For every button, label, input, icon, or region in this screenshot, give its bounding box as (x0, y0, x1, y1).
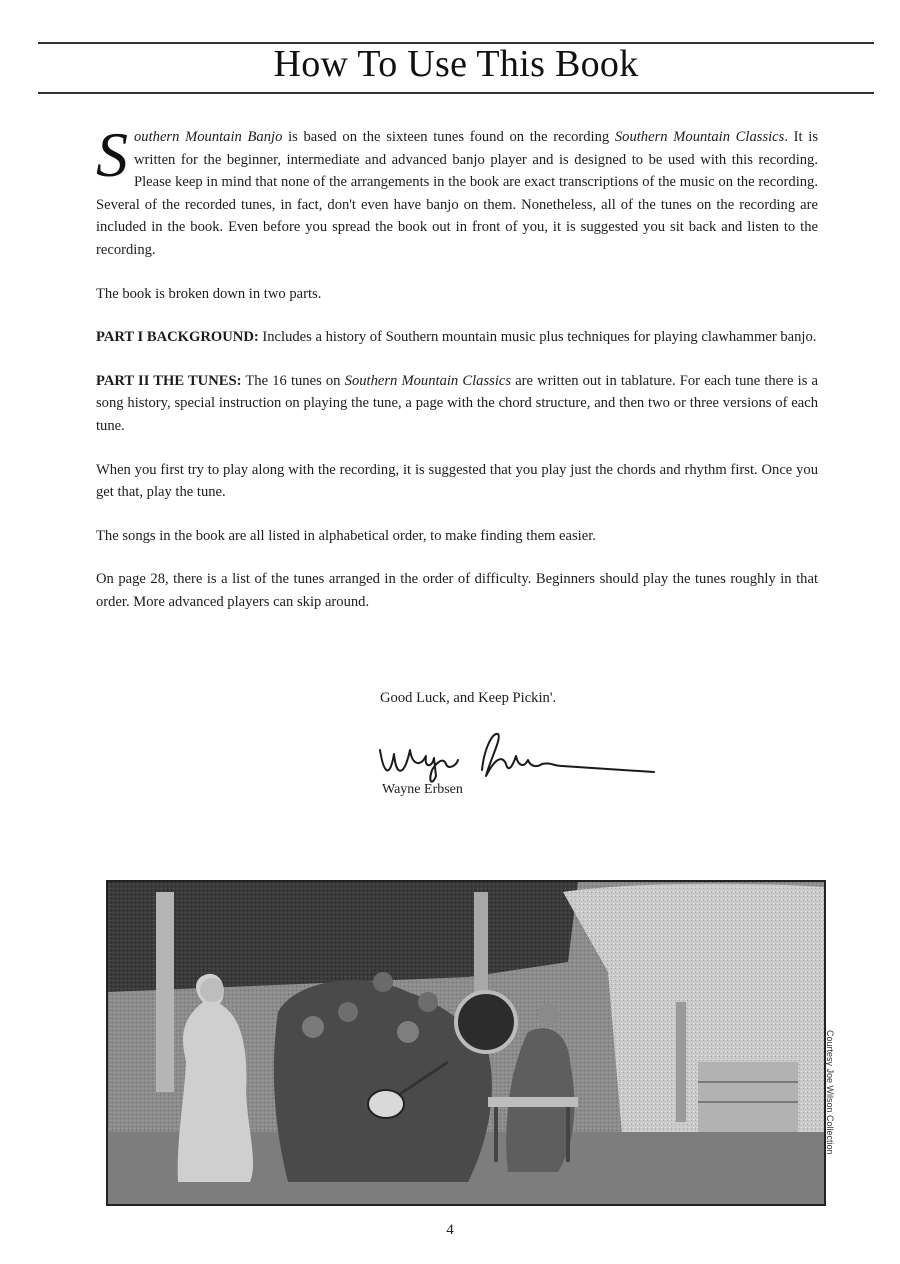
musician-head-2 (338, 1002, 358, 1022)
photo-illustration (108, 882, 824, 1204)
difficulty-paragraph: On page 28, there is a list of the tunes arranged in the order of difficulty. Beginners should play the tunes roughly in that order. More advanced players can skip around. (96, 571, 818, 610)
musician-head-1 (302, 1016, 324, 1038)
page-number: 4 (446, 1222, 454, 1238)
part1-label: PART I BACKGROUND: (96, 329, 259, 346)
part2-text-1: The 16 tunes on (241, 372, 345, 389)
dropcap: S (96, 119, 128, 190)
intro-paragraph (96, 119, 819, 262)
part2-text-2: are written out in tablature. For each tune there is a song history, special instruction on playing the tune, a page with the chord structure, and then two or three versions of each tune. (96, 372, 819, 434)
porch-post-right (676, 1002, 686, 1122)
banjo (368, 1090, 404, 1118)
part1-text: Includes a history of Southern mountain music plus techniques for playing clawhammer banjo. (258, 329, 817, 346)
historical-photo (106, 880, 826, 1206)
porch-post-left (156, 892, 174, 1092)
book-title: outhern Mountain Banjo (134, 129, 283, 145)
alphabetical-paragraph: The songs in the book are all listed in alphabetical order, to make finding them easier. (96, 527, 596, 544)
woman-head (200, 978, 224, 1002)
bench (488, 1097, 578, 1107)
intro-text-2: . It is written for the beginner, intermediate and advanced banjo player and is designed to be used with this recording. Please keep in mind that none of the arrangements in the book are exact transcriptions of the music on the recording. Several of the recorded tunes, in fact, don't even have banjo on them. Nonetheless, all of the tunes on the recording are included in the book. Even before you spread the book out in front of you, it is suggested you sit back and listen to the recording. (96, 129, 819, 258)
musician-head-3 (373, 972, 393, 992)
intro-text-1: is based on the sixteen tunes found on the recording (282, 129, 615, 145)
closing-salutation: Good Luck, and Keep Pickin'. (380, 690, 557, 706)
body-text (96, 119, 819, 635)
photo-credit: Courtesy Joe Wilson Collection (825, 1030, 835, 1155)
signature (372, 720, 672, 790)
part2-paragraph (96, 370, 818, 438)
musician-head-4 (397, 1021, 419, 1043)
part2-recording-title: Southern Mountain Classics (344, 372, 512, 389)
seated-figure-head (537, 1003, 559, 1025)
part2-label: PART II THE TUNES: (96, 372, 242, 389)
drum (456, 992, 516, 1052)
parts-intro-paragraph: The book is broken down in two parts. (96, 285, 322, 302)
header-rule-bottom (38, 92, 874, 94)
part1-paragraph (96, 326, 818, 349)
play-along-paragraph: When you first try to play along with the recording, it is suggested that you play just the chords and rhythm first. Once you get that, play the tune. (96, 461, 818, 501)
printed-name: Wayne Erbsen (382, 782, 463, 797)
recording-title: Southern Mountain Classics (614, 129, 785, 145)
fence (698, 1062, 798, 1132)
musician-head-5 (418, 992, 438, 1012)
signature-stroke (380, 734, 654, 782)
page-title: How To Use This Book (273, 43, 639, 85)
